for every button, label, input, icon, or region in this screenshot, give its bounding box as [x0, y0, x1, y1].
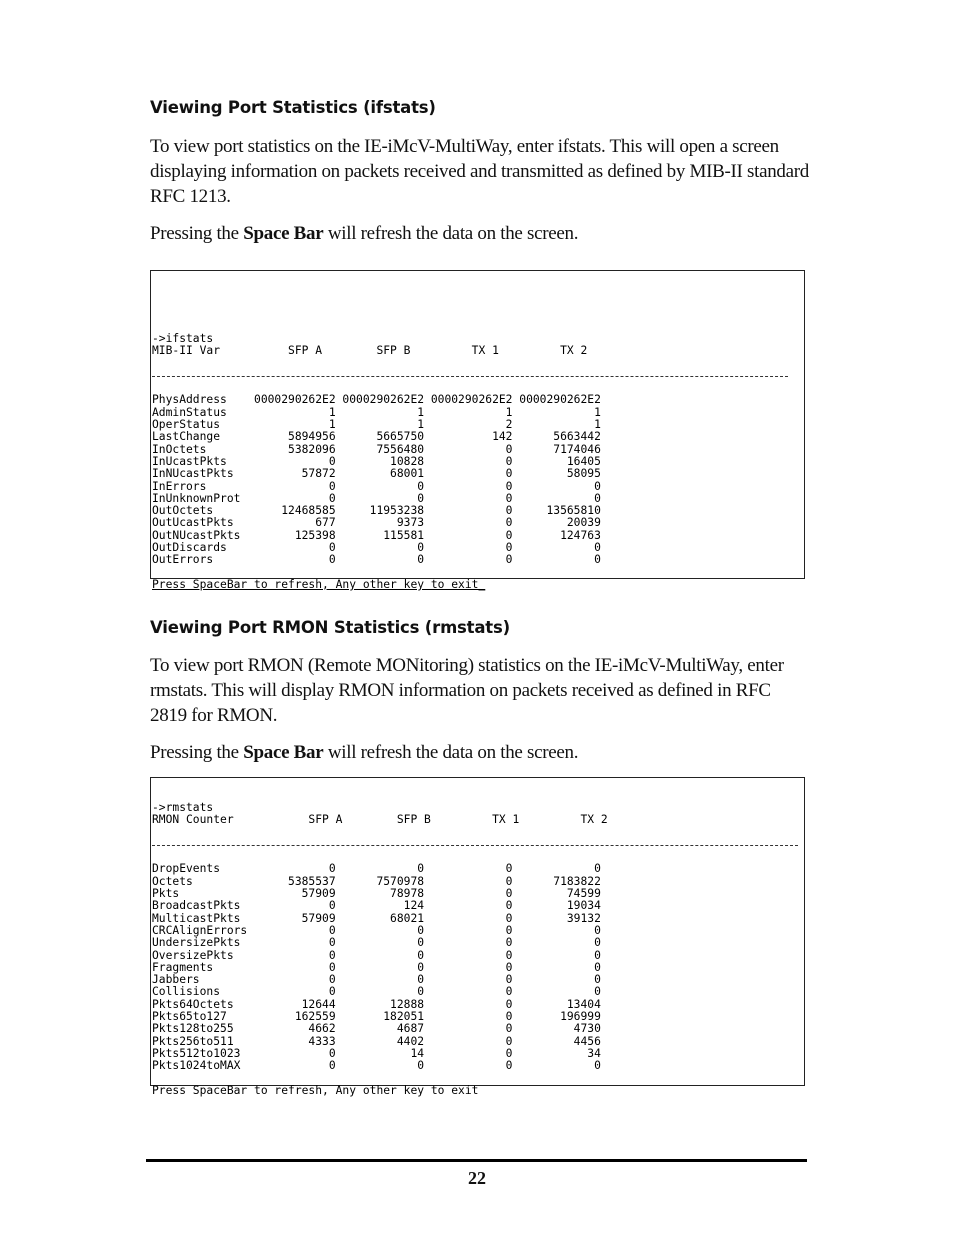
terminal-row: Pkts512to1023 0 14 0 34: [152, 1046, 601, 1060]
terminal-row: OutErrors 0 0 0 0: [152, 553, 601, 567]
terminal-header: RMON Counter SFP A SFP B TX 1 TX 2: [152, 813, 608, 827]
terminal-row: Fragments 0 0 0 0: [152, 960, 601, 974]
terminal-command: ->ifstats: [152, 332, 214, 345]
terminal-row: LastChange 5894956 5665750 142 5663442: [152, 430, 601, 444]
ifstats-refresh-note: Pressing the Space Bar will refresh the data on the screen.: [150, 223, 579, 244]
terminal-row: BroadcastPkts 0 124 0 19034: [152, 899, 601, 913]
ifstats-description: To view port statistics on the IE-iMcV-MultiWay, enter ifstats. This will open a screen displaying information on packets received and transmitted as defined by MIB-II standard RFC 1213.: [150, 136, 809, 207]
rmstats-terminal-screenshot: [150, 777, 805, 1097]
terminal-separator: [152, 839, 798, 851]
rmstats-terminal-text: [152, 802, 798, 1097]
terminal-row: PhysAddress 0000290262E2 0000290262E2 0000290262E2 0000290262E2: [152, 393, 601, 407]
terminal-header: MIB-II Var SFP A SFP B TX 1 TX 2: [152, 344, 588, 358]
terminal-row: InUcastPkts 0 10828 0 16405: [152, 454, 601, 468]
terminal-row: Jabbers 0 0 0 0: [152, 973, 601, 987]
section-heading-ifstats: Viewing Port Statistics (ifstats): [150, 98, 436, 117]
terminal-row: OperStatus 1 1 2 1: [152, 418, 601, 432]
terminal-row: InOctets 5382096 7556480 0 7174046: [152, 442, 601, 456]
terminal-row: AdminStatus 1 1 1 1: [152, 405, 601, 419]
terminal-command: ->rmstats: [152, 801, 214, 814]
terminal-row: OutUcastPkts 677 9373 0 20039: [152, 516, 601, 530]
terminal-row: Octets 5385537 7570978 0 7183822: [152, 874, 601, 888]
terminal-row: MulticastPkts 57909 68021 0 39132: [152, 911, 601, 925]
terminal-row: Pkts64Octets 12644 12888 0 13404: [152, 997, 601, 1011]
terminal-row: OutOctets 12468585 11953238 0 13565810: [152, 504, 601, 518]
terminal-row: Collisions 0 0 0 0: [152, 985, 601, 999]
terminal-row: InNUcastPkts 57872 68001 0 58095: [152, 467, 601, 481]
terminal-row: OutNUcastPkts 125398 115581 0 124763: [152, 528, 601, 542]
terminal-separator: [152, 370, 788, 382]
terminal-row: OversizePkts 0 0 0 0: [152, 948, 601, 962]
rmstats-refresh-note: Pressing the Space Bar will refresh the data on the screen.: [150, 742, 579, 763]
terminal-row: InUnknownProt 0 0 0 0: [152, 491, 601, 505]
terminal-footer: Press SpaceBar to refresh, Any other key to exit: [152, 1083, 479, 1097]
footer-rule: [146, 1159, 807, 1162]
ifstats-terminal-screenshot: [150, 270, 805, 591]
terminal-row: CRCAlignErrors 0 0 0 0: [152, 923, 601, 937]
terminal-row: Pkts256to511 4333 4402 0 4456: [152, 1034, 601, 1048]
ifstats-terminal-text: [152, 333, 788, 591]
section-heading-rmstats: Viewing Port RMON Statistics (rmstats): [150, 618, 510, 637]
page-number: 22: [468, 1168, 486, 1188]
terminal-row: UndersizePkts 0 0 0 0: [152, 936, 601, 950]
terminal-row: OutDiscards 0 0 0 0: [152, 541, 601, 555]
terminal-row: Pkts1024toMAX 0 0 0 0: [152, 1059, 601, 1073]
rmstats-description: To view port RMON (Remote MONitoring) statistics on the IE-iMcV-MultiWay, enter rmstats. This will display RMON information on packets received as defined in RFC 2819 for RMON.: [150, 655, 784, 726]
terminal-row: DropEvents 0 0 0 0: [152, 862, 601, 876]
terminal-row: Pkts128to255 4662 4687 0 4730: [152, 1022, 601, 1036]
terminal-row: Pkts 57909 78978 0 74599: [152, 887, 601, 901]
terminal-row: Pkts65to127 162559 182051 0 196999: [152, 1010, 601, 1024]
terminal-footer: Press SpaceBar to refresh, Any other key to exit_: [152, 577, 486, 591]
terminal-row: InErrors 0 0 0 0: [152, 479, 601, 493]
